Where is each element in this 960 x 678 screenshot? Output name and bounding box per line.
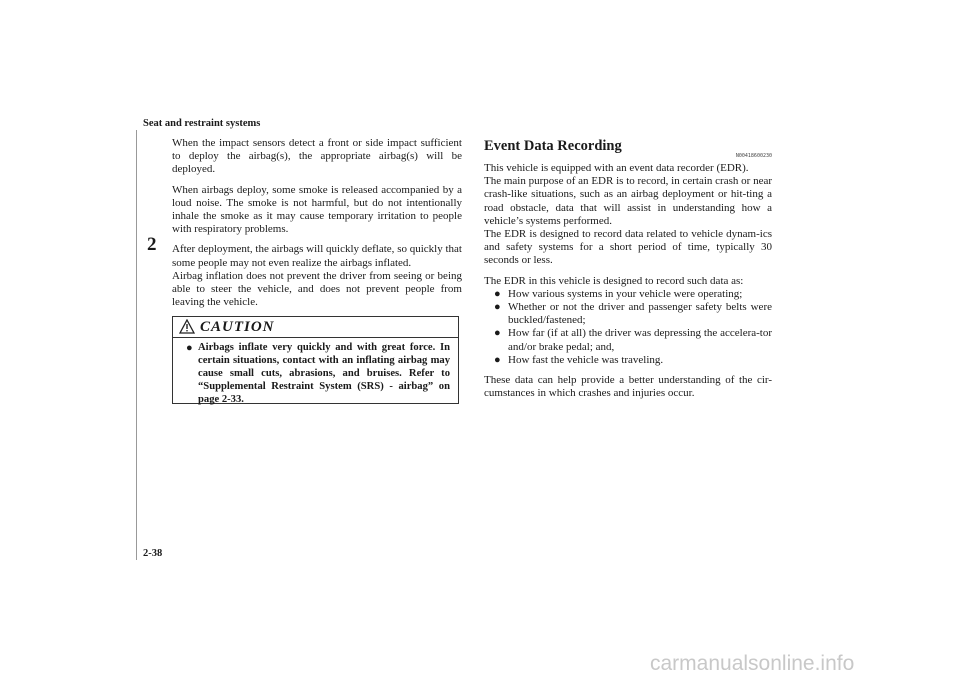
chapter-number: 2 <box>147 234 157 255</box>
section-title: Event Data Recording <box>484 138 622 154</box>
section-code: N00418600230 <box>735 153 772 159</box>
left-column <box>172 137 462 316</box>
paragraph: When airbags deploy, some smoke is released accompanied by a loud noise. The smoke is not harmful, but do not intentionally inhale the smoke as it may cause temporary irritation to people with respiratory problems. <box>172 183 462 236</box>
chapter-divider <box>136 130 137 560</box>
caution-bullet-text: Airbags inflate very quickly and with great force. In certain situations, contact with an inflating airbag may cause small cuts, abrasions, and bruises. Refer to “Supplemental Restraint System (SRS) - airbag” on page 2-33. <box>198 342 450 405</box>
caution-header <box>173 317 458 338</box>
edr-data-list <box>484 288 772 367</box>
right-column <box>484 140 772 407</box>
list-item: ● How fast the vehicle was traveling. <box>494 353 664 366</box>
paragraph: When the impact sensors detect a front or side impact sufficient to deploy the airbag(s), the appropriate airbag(s) will be deployed. <box>172 137 462 176</box>
paragraph: This vehicle is equipped with an event data recorder (EDR). <box>484 162 749 174</box>
paragraph: Airbag inflation does not prevent the driver from seeing or being able to steer the vehicle, and does not prevent people from leaving the vehicle. <box>172 269 462 309</box>
paragraph: After deployment, the airbags will quickly deflate, so quickly that some people may not even realize the airbags inflated. <box>172 243 462 269</box>
paragraph: The EDR in this vehicle is designed to record such data as: <box>484 274 744 287</box>
warning-triangle-icon <box>179 319 195 339</box>
bullet-icon: ● <box>494 287 501 300</box>
section-title-row <box>484 140 772 162</box>
watermark: carmanualsonline.info <box>650 652 855 675</box>
caution-text <box>173 338 458 406</box>
bullet-icon: ● <box>494 353 501 366</box>
caution-label: CAUTION <box>200 319 275 335</box>
list-item: ● How various systems in your vehicle were operating; <box>494 287 743 300</box>
caution-box <box>172 316 459 404</box>
list-item: ● Whether or not the driver and passenger safety belts were buckled/fastened; <box>494 301 772 327</box>
bullet-icon: ● <box>494 327 501 340</box>
running-header: Seat and restraint systems <box>143 118 261 129</box>
list-item: ● How far (if at all) the driver was depressing the accelera-tor and/or brake pedal; and, <box>494 327 772 353</box>
page-number: 2-38 <box>143 548 163 559</box>
bullet-icon: ● <box>186 342 193 354</box>
paragraph: These data can help provide a better understanding of the cir-cumstances in which crashes and injuries occur. <box>484 374 772 400</box>
bullet-icon: ● <box>494 301 501 314</box>
paragraph: The main purpose of an EDR is to record, in certain crash or near crash-like situations, such as an airbag deployment or hit-ting a road obstacle, data that will assist in understanding how a vehicle’s systems performed. <box>484 175 772 227</box>
paragraph: The EDR is designed to record data related to vehicle dynam-ics and safety systems for a short period of time, typically 30 seconds or less. <box>484 228 772 267</box>
